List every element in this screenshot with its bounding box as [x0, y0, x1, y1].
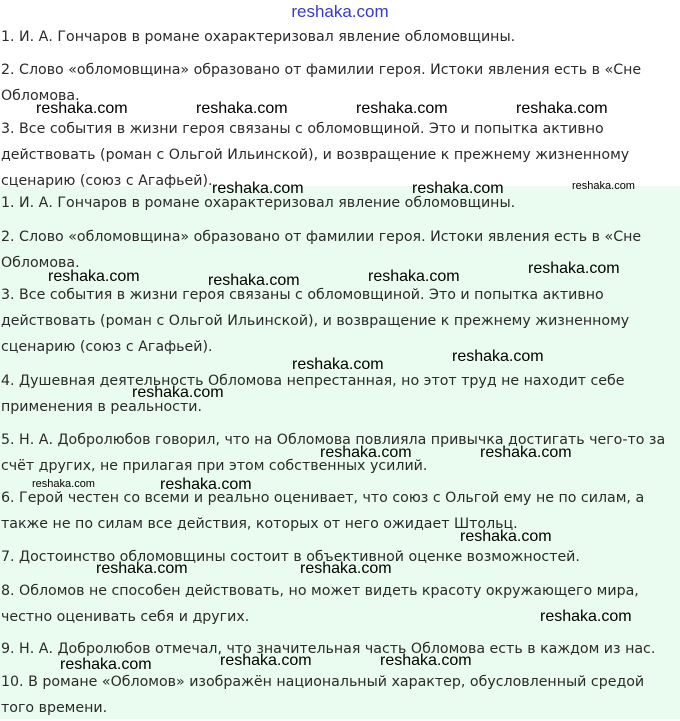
watermark: reshaka.com — [48, 268, 140, 285]
statement-7: 7. Достоинство обломовщины состоит в объективной оценке возможностей. — [1, 549, 580, 565]
watermark: reshaka.com — [132, 384, 224, 401]
top-statement-3: 3. Все события в жизни героя связаны с обломовщиной. Это и попытка активно действовать (роман с Ольгой Ильинской), и возвращение к прежнему жизненному сценарию (союз с Агафьей). — [1, 121, 630, 189]
watermark: reshaka.com — [368, 268, 460, 285]
watermark: reshaka.com — [528, 260, 620, 277]
watermark: reshaka.com — [212, 180, 304, 197]
statement-5: 5. Н. А. Добролюбов говорил, что на Обломова повлияла привычка достигать чего-то за счёт других, не прилагая при этом собственных усилий. — [1, 432, 666, 474]
top-statement-2: 2. Слово «обломовщина» образовано от фамилии героя. Истоки явления есть в «Сне Обломова. — [1, 62, 642, 104]
statement-1: 1. И. А. Гончаров в романе охарактеризовал явление обломовщины. — [1, 195, 516, 211]
watermark: reshaka.com — [36, 100, 128, 117]
watermark: reshaka.com — [196, 100, 288, 117]
statement-9: 9. Н. А. Добролюбов отмечал, что значительная часть Обломова есть в каждом из нас. — [1, 641, 656, 657]
watermark: reshaka.com — [380, 652, 472, 669]
watermark: reshaka.com — [320, 444, 412, 461]
watermark: reshaka.com — [160, 476, 252, 493]
watermark: reshaka.com — [96, 560, 188, 577]
statement-3: 3. Все события в жизни героя связаны с обломовщиной. Это и попытка активно действовать (роман с Ольгой Ильинской), и возвращение к прежнему жизненному сценарию (союз с Агафьей). — [1, 287, 630, 355]
statement-8: 8. Обломов не способен действовать, но может видеть красоту окружающего мира, честно оценивать себя и других. — [1, 583, 639, 625]
watermark: reshaka.com — [300, 560, 392, 577]
watermark: reshaka.com — [208, 272, 300, 289]
watermark: reshaka.com — [412, 180, 504, 197]
watermark: reshaka.com — [220, 652, 312, 669]
statement-2: 2. Слово «обломовщина» образовано от фамилии героя. Истоки явления есть в «Сне Обломова. — [1, 229, 642, 271]
watermark: reshaka.com — [32, 478, 95, 490]
watermark: reshaka.com — [460, 528, 552, 545]
watermark: reshaka.com — [480, 444, 572, 461]
watermark: reshaka.com — [60, 656, 152, 673]
statement-4: 4. Душевная деятельность Обломова непрестанная, но этот труд не находит себе применения в реальности. — [1, 373, 625, 415]
top-statement-1: 1. И. А. Гончаров в романе охарактеризовал явление обломовщины. — [1, 29, 516, 45]
site-link[interactable]: reshaka.com — [291, 2, 389, 21]
statement-10: 10. В романе «Обломов» изображён национальный характер, обусловленный средой того времени. — [1, 674, 645, 716]
watermark: reshaka.com — [452, 348, 544, 365]
watermark: reshaka.com — [572, 180, 635, 192]
statement-6: 6. Герой честен со всеми и реально оценивает, что союз с Ольгой ему не по силам, а также не по силам все действия, которых от него ожидает Штольц. — [1, 490, 645, 532]
watermark: reshaka.com — [540, 608, 632, 625]
watermark: reshaka.com — [356, 100, 448, 117]
watermark: reshaka.com — [292, 356, 384, 373]
watermark: reshaka.com — [516, 100, 608, 117]
